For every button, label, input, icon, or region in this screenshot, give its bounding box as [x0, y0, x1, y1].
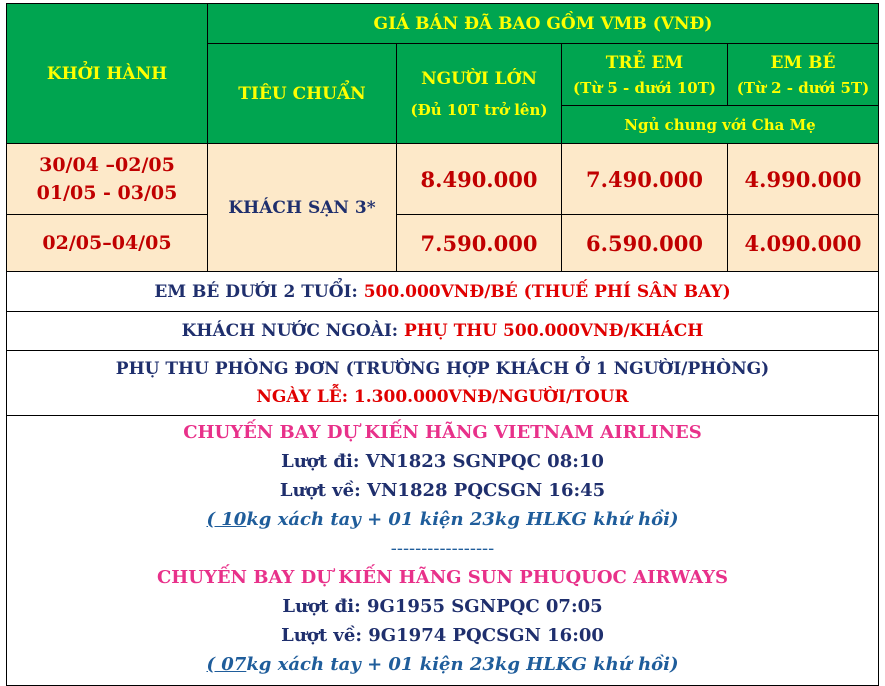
outbound-label: Lượt đi:: [281, 451, 360, 472]
single-room-note: [6, 350, 879, 416]
flight-title: CHUYẾN BAY DỰ KIẾN HÃNG SUN PHUQUOC AIRWAYS: [156, 567, 729, 588]
date-cell-2: [6, 214, 208, 272]
single-room-value: NGÀY LỄ: 1.300.000VNĐ/NGƯỜI/TOUR: [256, 387, 629, 407]
price-baby-2: [727, 214, 879, 272]
infant-note-value: 500.000VNĐ/BÉ (THUẾ PHÍ SÂN BAY): [363, 281, 731, 302]
baby-sub-label: (Từ 2 - dưới 5T): [736, 78, 870, 97]
infant-note: [6, 271, 879, 312]
date-line: 30/04 –02/05: [39, 154, 175, 176]
adult-sub-label: (Đủ 10T trở lên): [410, 100, 548, 119]
foreign-note: [6, 311, 879, 351]
infant-note-label: EM BÉ DƯỚI 2 TUỔI:: [154, 281, 358, 302]
price-adult-2: [396, 214, 562, 272]
baggage-text: kg xách tay + 01 kiện 23kg HLKG khứ hồi): [246, 654, 679, 675]
departure-header-label: KHỞI HÀNH: [46, 63, 168, 84]
price-note-label: GIÁ BÁN ĐÃ BAO GỒM VMB (VNĐ): [373, 13, 713, 34]
flight-info: [6, 415, 879, 686]
price-value: 6.590.000: [586, 230, 703, 256]
hotel-label: KHÁCH SẠN 3*: [228, 197, 376, 218]
foreign-note-label: KHÁCH NƯỚC NGOÀI:: [181, 321, 399, 341]
baggage-open: (: [206, 654, 215, 675]
child-label: TRẺ EM: [605, 52, 684, 73]
foreign-note-value: PHỤ THU 500.000VNĐ/KHÁCH: [404, 321, 704, 341]
price-value: 7.490.000: [586, 166, 703, 192]
return-value: VN1828 PQCSGN 16:45: [367, 480, 606, 501]
price-value: 7.590.000: [420, 230, 538, 256]
adult-header: [396, 43, 562, 144]
foreign-note-line: [182, 321, 704, 341]
adult-label: NGƯỜI LỚN: [421, 68, 537, 89]
date-cell-1: [6, 143, 208, 215]
price-value: 4.990.000: [744, 166, 862, 192]
hotel-cell: [207, 143, 397, 272]
baggage-number: 07: [215, 654, 247, 675]
baggage-open: (: [206, 509, 215, 530]
flight-outbound: [282, 592, 602, 621]
flight-outbound: [281, 447, 604, 476]
outbound-label: Lượt đi:: [282, 596, 361, 617]
return-label: Lượt về:: [281, 625, 362, 646]
flight-return: [281, 621, 604, 650]
standard-label: TIÊU CHUẨN: [238, 83, 366, 104]
separator: -----------------: [390, 538, 495, 559]
outbound-value: 9G1955 SGNPQC 07:05: [367, 596, 603, 617]
single-room-label: PHỤ THU PHÒNG ĐƠN (TRƯỜNG HỢP KHÁCH Ở 1 NGƯỜI/PHÒNG): [115, 359, 770, 379]
baby-label: EM BÉ: [770, 52, 836, 73]
return-label: Lượt về:: [279, 480, 361, 501]
date-line: 01/05 - 03/05: [36, 182, 178, 204]
departure-header: [6, 3, 208, 144]
standard-header: [207, 43, 397, 144]
infant-note-line: [154, 282, 730, 302]
shared-bed-header: [561, 105, 879, 144]
price-baby-1: [727, 143, 879, 215]
price-adult-1: [396, 143, 562, 215]
baby-header: [727, 43, 879, 106]
baggage-info: [206, 650, 678, 679]
price-value: 4.090.000: [744, 230, 862, 256]
shared-bed-label: Ngủ chung với Cha Mẹ: [624, 115, 816, 134]
child-header: [561, 43, 728, 106]
price-child-1: [561, 143, 728, 215]
outbound-value: VN1823 SGNPQC 08:10: [365, 451, 604, 472]
date-line: 02/05–04/05: [42, 232, 172, 254]
flight-title: CHUYẾN BAY DỰ KIẾN HÃNG VIETNAM AIRLINES: [183, 422, 702, 443]
price-child-2: [561, 214, 728, 272]
baggage-text: kg xách tay + 01 kiện 23kg HLKG khứ hồi): [246, 509, 679, 530]
baggage-number: 10: [215, 509, 247, 530]
return-value: 9G1974 PQCSGN 16:00: [368, 625, 604, 646]
baggage-info: [206, 505, 678, 534]
price-note-header: [207, 3, 879, 44]
price-value: 8.490.000: [420, 166, 538, 192]
flight-return: [280, 476, 605, 505]
child-sub-label: (Từ 5 - dưới 10T): [573, 78, 716, 97]
